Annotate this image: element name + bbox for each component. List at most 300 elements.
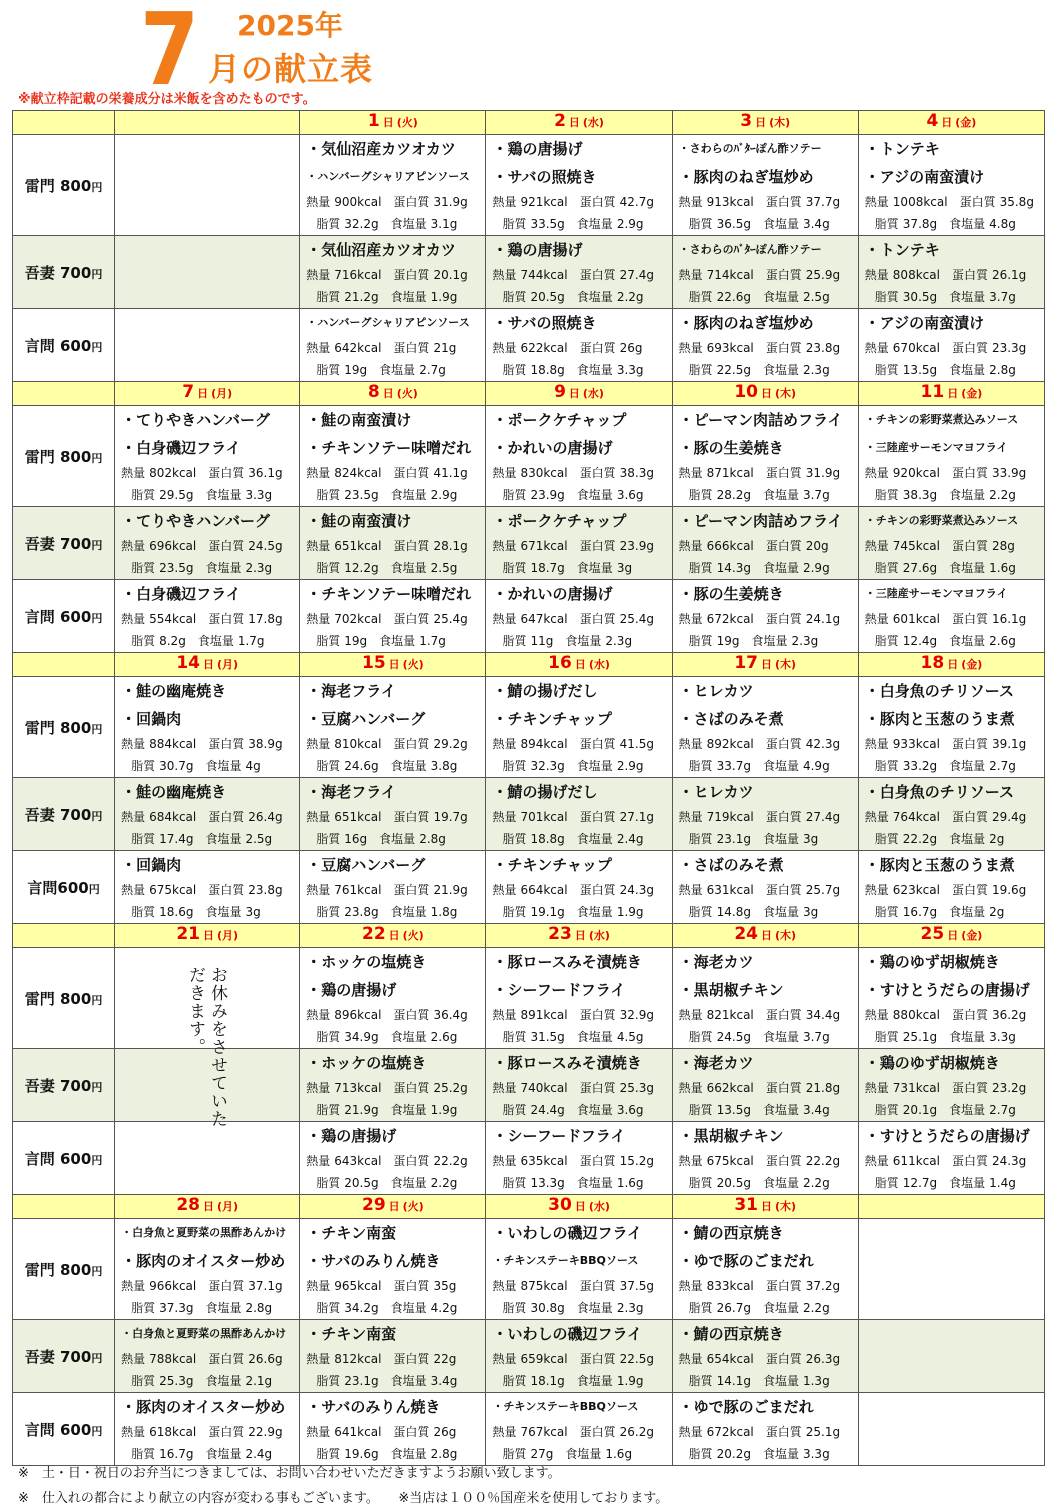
- plan-label: [13, 309, 115, 382]
- protein-value: 25.1g: [805, 1425, 841, 1439]
- fat-label: 脂質: [316, 634, 341, 648]
- protein-value: 17.8g: [248, 612, 283, 626]
- protein-value: 25.4g: [433, 612, 468, 626]
- energy-value: 672kcal: [706, 612, 754, 626]
- protein-label: 蛋白質: [579, 883, 616, 897]
- protein-label: 蛋白質: [393, 1154, 430, 1168]
- protein-label: 蛋白質: [208, 1279, 245, 1293]
- nutrition-line: [300, 879, 485, 901]
- menu-cell: [858, 1049, 1044, 1122]
- day-suffix: 日: [388, 658, 400, 671]
- salt-label: 食塩量: [390, 217, 427, 231]
- salt-label: 食塩量: [390, 488, 427, 502]
- salt-value: 1.3g: [802, 1374, 830, 1388]
- menu-cell: [486, 948, 672, 1049]
- menu-cell: [672, 135, 858, 236]
- page-title: 月の献立表: [208, 50, 374, 88]
- salt-label: 食塩量: [949, 290, 986, 304]
- energy-label: 熱量: [492, 1425, 517, 1439]
- fat-label: 脂質: [502, 1030, 527, 1044]
- protein-value: 41.1g: [433, 466, 468, 480]
- weekday: (金): [955, 116, 977, 129]
- fat-value: 22.6g: [716, 290, 751, 304]
- day-suffix: 日: [947, 658, 959, 671]
- energy-label: 熱量: [864, 810, 889, 824]
- menu-cell: [672, 1122, 858, 1195]
- energy-label: 熱量: [492, 737, 517, 751]
- menu-cell: [300, 1122, 486, 1195]
- menu-row: [13, 507, 1045, 580]
- protein-label: 蛋白質: [765, 810, 802, 824]
- fat-label: 脂質: [316, 1374, 341, 1388]
- date-row: [13, 382, 1045, 406]
- energy-label: 熱量: [678, 1008, 703, 1022]
- protein-value: 34.4g: [805, 1008, 841, 1022]
- salt-label: 食塩量: [390, 1301, 427, 1315]
- plan-name: 吾妻 700: [24, 534, 92, 553]
- fat-label: 脂質: [131, 1447, 156, 1461]
- salt-label: 食塩量: [949, 1176, 986, 1190]
- protein-value: 23.9g: [619, 539, 654, 553]
- fat-value: 14.8g: [716, 905, 751, 919]
- dish-name: ・すけとうだらの唐揚げ: [864, 1127, 1030, 1145]
- protein-value: 21.9g: [433, 883, 468, 897]
- salt-value: 2.8g: [245, 1301, 273, 1315]
- protein-value: 42.3g: [805, 737, 841, 751]
- fat-value: 12.2g: [344, 561, 379, 575]
- nutrition-line: [673, 213, 858, 235]
- nutrition-line: [673, 1150, 858, 1172]
- fat-value: 24.6g: [344, 759, 379, 773]
- weekday: (火): [402, 1200, 424, 1213]
- protein-label: 蛋白質: [765, 1008, 802, 1022]
- energy-label: 熱量: [306, 612, 331, 626]
- fat-value: 33.2g: [902, 759, 938, 773]
- salt-value: 2.5g: [430, 561, 458, 575]
- plan-name: 雷門 800: [24, 989, 92, 1008]
- yen-unit: 円: [91, 1351, 103, 1365]
- weekday: (木): [775, 658, 797, 671]
- fat-label: 脂質: [502, 1374, 527, 1388]
- menu-cell: [672, 406, 858, 507]
- menu-row: [13, 135, 1045, 236]
- energy-value: 891kcal: [520, 1008, 568, 1022]
- fat-value: 38.3g: [902, 488, 938, 502]
- year-label: 2025年: [237, 9, 343, 42]
- protein-label: 蛋白質: [393, 1081, 430, 1095]
- salt-label: 食塩量: [576, 905, 613, 919]
- fat-label: 脂質: [874, 634, 899, 648]
- menu-cell: [486, 1122, 672, 1195]
- menu-cell: [486, 580, 672, 653]
- fat-label: 脂質: [131, 488, 156, 502]
- energy-value: 716kcal: [334, 268, 382, 282]
- menu-row: [13, 1320, 1045, 1393]
- protein-value: 24.1g: [805, 612, 841, 626]
- energy-value: 647kcal: [520, 612, 568, 626]
- salt-label: 食塩量: [576, 488, 613, 502]
- protein-label: 蛋白質: [579, 1154, 616, 1168]
- salt-value: 2.3g: [605, 634, 633, 648]
- fat-value: 19.1g: [530, 905, 565, 919]
- protein-value: 25.7g: [805, 883, 841, 897]
- nutrition-line: [115, 901, 299, 923]
- salt-label: 食塩量: [762, 363, 799, 377]
- protein-value: 19.7g: [433, 810, 468, 824]
- nutrition-line: [486, 359, 671, 381]
- fat-label: 脂質: [688, 1176, 713, 1190]
- menu-cell: [300, 1320, 486, 1393]
- protein-value: 32.9g: [619, 1008, 654, 1022]
- fat-value: 23.9g: [530, 488, 565, 502]
- energy-value: 659kcal: [520, 1352, 568, 1366]
- nutrition-line: [300, 462, 485, 484]
- protein-label: 蛋白質: [393, 466, 430, 480]
- salt-value: 2.8g: [989, 363, 1016, 377]
- fat-value: 19g: [344, 363, 368, 377]
- protein-value: 23.3g: [991, 341, 1027, 355]
- protein-value: 22.9g: [248, 1425, 283, 1439]
- yen-unit: 円: [91, 1153, 103, 1167]
- protein-label: 蛋白質: [951, 268, 988, 282]
- salt-label: 食塩量: [205, 905, 242, 919]
- menu-cell: [300, 236, 486, 309]
- holiday-notice: お休みをさせていただきます。: [185, 966, 227, 1128]
- fat-label: 脂質: [502, 363, 527, 377]
- salt-label: 食塩量: [762, 1447, 799, 1461]
- nutrition-line: [486, 1275, 671, 1297]
- menu-cell: [672, 507, 858, 580]
- salt-label: 食塩量: [390, 1176, 427, 1190]
- fat-value: 33.5g: [530, 217, 565, 231]
- salt-label: 食塩量: [751, 634, 788, 648]
- dish-name: ・豚ロースみそ漬焼き: [492, 1054, 642, 1072]
- energy-label: 熱量: [864, 341, 889, 355]
- protein-value: 37.7g: [805, 195, 841, 209]
- menu-calendar: [12, 110, 1045, 1466]
- salt-label: 食塩量: [576, 1103, 613, 1117]
- energy-value: 672kcal: [706, 1425, 754, 1439]
- salt-value: 1.6g: [989, 561, 1016, 575]
- energy-label: 熱量: [864, 466, 889, 480]
- nutrition-line: [859, 901, 1044, 923]
- energy-label: 熱量: [306, 341, 331, 355]
- day-suffix: 日: [574, 929, 586, 942]
- protein-label: 蛋白質: [579, 268, 616, 282]
- protein-label: 蛋白質: [393, 1279, 430, 1293]
- dish-name: ・てりやきハンバーグ: [121, 411, 271, 429]
- nutrition-line: [859, 462, 1044, 484]
- dish-name: ・豚肉と玉葱のうま煮: [864, 856, 1015, 874]
- energy-value: 719kcal: [706, 810, 754, 824]
- energy-label: 熱量: [492, 612, 517, 626]
- energy-label: 熱量: [306, 1279, 331, 1293]
- day-number: 8: [367, 382, 380, 402]
- protein-value: 24.3g: [991, 1154, 1027, 1168]
- plan-label: [13, 135, 115, 236]
- date-cell: [672, 111, 858, 135]
- energy-value: 666kcal: [706, 539, 754, 553]
- nutrition-note: ※献立枠記載の栄養成分は米飯を含めたものです。: [18, 92, 316, 107]
- fat-value: 13.5g: [902, 363, 938, 377]
- menu-cell: [115, 309, 300, 382]
- dish-name: ・サバのみりん焼き: [306, 1398, 441, 1416]
- energy-value: 554kcal: [149, 612, 197, 626]
- nutrition-line: [115, 806, 299, 828]
- energy-value: 920kcal: [892, 466, 940, 480]
- nutrition-line: [115, 1348, 299, 1370]
- energy-label: 熱量: [306, 810, 331, 824]
- fat-value: 19g: [716, 634, 740, 648]
- nutrition-line: [300, 1099, 485, 1121]
- day-number: 22: [361, 924, 386, 944]
- salt-label: 食塩量: [762, 1176, 799, 1190]
- nutrition-line: [673, 1172, 858, 1194]
- energy-label: 熱量: [492, 1352, 517, 1366]
- date-cell: [300, 653, 486, 677]
- energy-value: 713kcal: [334, 1081, 382, 1095]
- energy-label: 熱量: [492, 1008, 517, 1022]
- salt-label: 食塩量: [576, 217, 613, 231]
- salt-value: 2.3g: [245, 561, 273, 575]
- protein-label: 蛋白質: [951, 341, 988, 355]
- protein-value: 26.6g: [248, 1352, 283, 1366]
- salt-label: 食塩量: [565, 1447, 602, 1461]
- nutrition-line: [673, 1348, 858, 1370]
- weekday: (水): [582, 116, 604, 129]
- day-suffix: 日: [947, 929, 959, 942]
- nutrition-line: [486, 806, 671, 828]
- fat-value: 20.5g: [716, 1176, 751, 1190]
- fat-label: 脂質: [131, 1301, 156, 1315]
- nutrition-line: [673, 1077, 858, 1099]
- protein-label: 蛋白質: [579, 341, 616, 355]
- day-number: 16: [548, 653, 572, 673]
- energy-label: 熱量: [678, 612, 703, 626]
- protein-value: 29.2g: [433, 737, 468, 751]
- day-suffix: 日: [568, 116, 580, 129]
- nutrition-line: [300, 1297, 485, 1319]
- salt-value: 2.4g: [616, 832, 644, 846]
- protein-value: 22.2g: [805, 1154, 841, 1168]
- salt-value: 2.9g: [616, 217, 644, 231]
- dish-name: ・鮭の幽庵焼き: [121, 682, 227, 700]
- menu-cell: [672, 1049, 858, 1122]
- dish-name: ・黒胡椒チキン: [678, 981, 784, 999]
- yen-unit: 円: [88, 882, 100, 896]
- nutrition-line: [115, 535, 299, 557]
- fat-value: 8.2g: [159, 634, 186, 648]
- dish-name: ・シーフードフライ: [492, 1127, 626, 1145]
- dish-name: ・てりやきハンバーグ: [121, 512, 271, 530]
- fat-value: 37.3g: [159, 1301, 194, 1315]
- salt-label: 食塩量: [576, 1176, 613, 1190]
- yen-unit: 円: [91, 993, 103, 1007]
- salt-value: 3.1g: [430, 217, 458, 231]
- date-cell: [672, 382, 858, 406]
- energy-label: 熱量: [492, 466, 517, 480]
- salt-value: 1.9g: [430, 290, 458, 304]
- dish-name: ・鯖の西京焼き: [678, 1224, 784, 1242]
- fat-label: 脂質: [131, 832, 156, 846]
- energy-label: 熱量: [306, 737, 331, 751]
- weekday: (火): [402, 929, 424, 942]
- page-header: [0, 0, 1058, 110]
- date-cell: [300, 111, 486, 135]
- salt-label: 食塩量: [762, 488, 799, 502]
- salt-label: 食塩量: [390, 759, 427, 773]
- nutrition-line: [859, 535, 1044, 557]
- salt-label: 食塩量: [576, 1030, 613, 1044]
- nutrition-line: [673, 630, 858, 652]
- dish-name: ・気仙沼産カツオカツ: [306, 241, 456, 259]
- fat-label: 脂質: [316, 290, 341, 304]
- date-corner: [13, 382, 115, 406]
- salt-value: 1.4g: [989, 1176, 1016, 1190]
- nutrition-line: [486, 535, 671, 557]
- dish-name: ・チキン南蛮: [306, 1325, 397, 1343]
- protein-label: 蛋白質: [951, 737, 988, 751]
- energy-value: 696kcal: [149, 539, 197, 553]
- fat-label: 脂質: [688, 1447, 713, 1461]
- protein-label: 蛋白質: [393, 1425, 430, 1439]
- plan-label: [13, 580, 115, 653]
- fat-value: 18.7g: [530, 561, 565, 575]
- dish-name: ・ハンバーグシャリアピンソース: [306, 170, 470, 183]
- menu-cell: [672, 1393, 858, 1466]
- salt-label: 食塩量: [762, 290, 799, 304]
- nutrition-line: [673, 264, 858, 286]
- salt-label: 食塩量: [379, 363, 416, 377]
- fat-label: 脂質: [316, 363, 341, 377]
- protein-value: 22.5g: [619, 1352, 654, 1366]
- salt-value: 3.3g: [802, 1447, 830, 1461]
- energy-value: 875kcal: [520, 1279, 568, 1293]
- day-number: 4: [926, 111, 939, 131]
- salt-label: 食塩量: [762, 1030, 799, 1044]
- protein-value: 25.9g: [805, 268, 841, 282]
- energy-value: 745kcal: [892, 539, 940, 553]
- fat-label: 脂質: [874, 488, 899, 502]
- day-number: 7: [182, 382, 195, 402]
- salt-label: 食塩量: [205, 832, 242, 846]
- salt-label: 食塩量: [949, 1103, 986, 1117]
- protein-value: 41.5g: [619, 737, 654, 751]
- menu-cell: [115, 778, 300, 851]
- day-number: 11: [920, 382, 945, 402]
- energy-label: 熱量: [492, 539, 517, 553]
- protein-value: 21g: [433, 341, 457, 355]
- fat-label: 脂質: [688, 363, 713, 377]
- salt-label: 食塩量: [390, 1030, 427, 1044]
- menu-cell: [300, 851, 486, 924]
- weekday: (金): [961, 658, 983, 671]
- menu-cell: [672, 677, 858, 778]
- salt-label: 食塩量: [576, 1301, 613, 1315]
- salt-value: 1.7g: [419, 634, 446, 648]
- salt-value: 3.3g: [989, 1030, 1016, 1044]
- protein-label: 蛋白質: [579, 195, 616, 209]
- salt-value: 2.3g: [802, 363, 830, 377]
- menu-cell: [300, 507, 486, 580]
- protein-label: 蛋白質: [579, 810, 616, 824]
- nutrition-line: [115, 1421, 299, 1443]
- nutrition-line: [300, 337, 485, 359]
- menu-cell: [672, 851, 858, 924]
- energy-label: 熱量: [306, 1008, 331, 1022]
- nutrition-line: [859, 1172, 1044, 1194]
- salt-value: 3.7g: [989, 290, 1016, 304]
- nutrition-line: [486, 879, 671, 901]
- energy-value: 702kcal: [334, 612, 382, 626]
- salt-value: 3.7g: [802, 488, 830, 502]
- protein-value: 38.9g: [248, 737, 283, 751]
- salt-value: 2.2g: [430, 1176, 458, 1190]
- protein-value: 26.3g: [805, 1352, 841, 1366]
- dish-name: ・かれいの唐揚げ: [492, 585, 613, 603]
- fat-value: 17.4g: [159, 832, 194, 846]
- fat-label: 脂質: [316, 1030, 341, 1044]
- nutrition-line: [300, 630, 485, 652]
- salt-value: 3.3g: [616, 363, 644, 377]
- date-cell: [858, 382, 1044, 406]
- nutrition-line: [673, 828, 858, 850]
- day-suffix: 日: [941, 116, 953, 129]
- menu-cell: [115, 851, 300, 924]
- energy-label: 熱量: [121, 810, 146, 824]
- nutrition-line: [859, 879, 1044, 901]
- yen-unit: 円: [91, 267, 103, 281]
- dish-name: ・海老カツ: [678, 1054, 754, 1072]
- nutrition-line: [300, 557, 485, 579]
- fat-value: 24.4g: [530, 1103, 565, 1117]
- menu-cell: [486, 236, 672, 309]
- date-cell: [486, 382, 672, 406]
- plan-name: 雷門 800: [24, 718, 92, 737]
- energy-label: 熱量: [306, 1425, 331, 1439]
- protein-label: 蛋白質: [579, 1279, 616, 1293]
- salt-value: 1.6g: [616, 1176, 644, 1190]
- nutrition-line: [300, 1421, 485, 1443]
- nutrition-line: [300, 1150, 485, 1172]
- menu-cell: [672, 1320, 858, 1393]
- salt-value: 2.2g: [616, 290, 644, 304]
- nutrition-line: [859, 1150, 1044, 1172]
- day-suffix: 日: [755, 116, 767, 129]
- protein-value: 15.2g: [619, 1154, 654, 1168]
- energy-label: 熱量: [678, 195, 703, 209]
- fat-value: 32.3g: [530, 759, 565, 773]
- dish-name: ・回鍋肉: [121, 856, 182, 874]
- dish-name: ・ホッケの塩焼き: [306, 953, 427, 971]
- dish-name: ・鮭の幽庵焼き: [121, 783, 227, 801]
- nutrition-line: [300, 733, 485, 755]
- protein-label: 蛋白質: [765, 1352, 802, 1366]
- yen-unit: 円: [91, 538, 103, 552]
- nutrition-line: [673, 733, 858, 755]
- energy-label: 熱量: [864, 1081, 889, 1095]
- menu-row: [13, 309, 1045, 382]
- nutrition-line: [300, 1348, 485, 1370]
- energy-label: 熱量: [864, 195, 889, 209]
- protein-label: 蛋白質: [579, 1352, 616, 1366]
- protein-value: 25.2g: [433, 1081, 468, 1095]
- day-suffix: 日: [202, 658, 214, 671]
- fat-value: 32.2g: [344, 217, 379, 231]
- energy-label: 熱量: [306, 539, 331, 553]
- salt-value: 3.4g: [802, 217, 830, 231]
- salt-label: 食塩量: [949, 832, 986, 846]
